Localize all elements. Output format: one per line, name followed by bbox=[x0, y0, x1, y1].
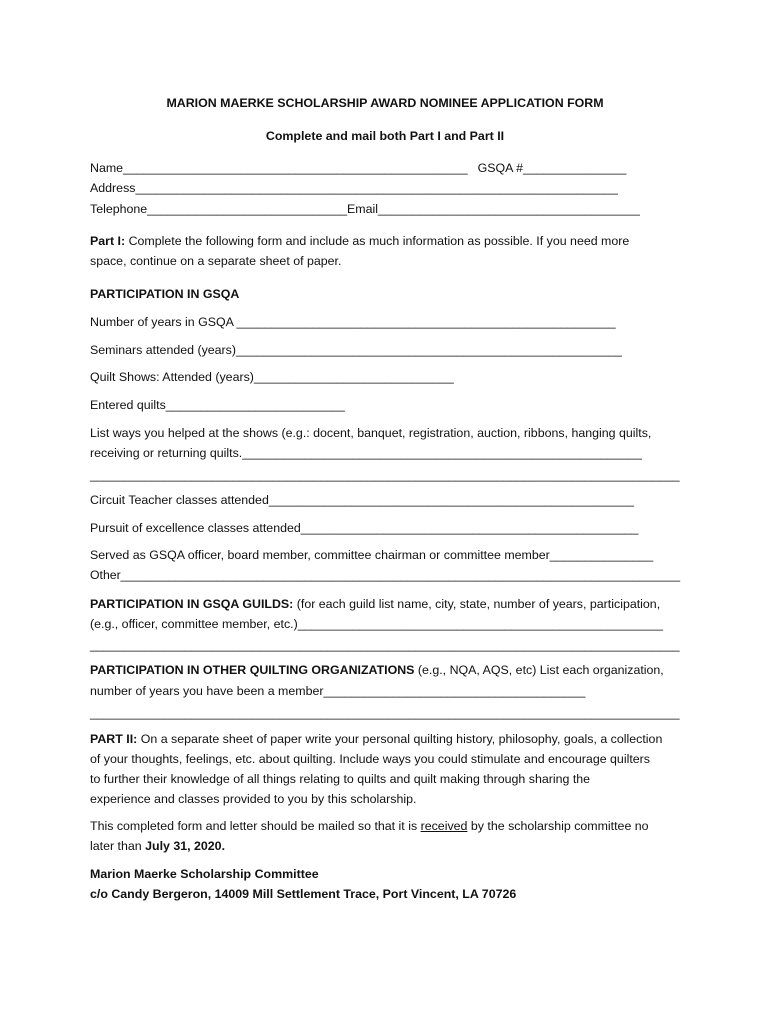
participation-gsqa-heading: PARTICIPATION IN GSQA bbox=[90, 287, 240, 301]
mailing-deadline-line1: This completed form and letter should be mailed so that it is received by the scholarship committee no bbox=[90, 819, 649, 833]
address-field[interactable]: Address______________________________________________________________________ bbox=[90, 181, 618, 195]
pursuit-of-excellence-field[interactable]: Pursuit of excellence classes attended_________________________________________________ bbox=[90, 521, 639, 535]
part1-instructions-line2: space, continue on a separate sheet of paper. bbox=[90, 254, 342, 268]
telephone-email-line bbox=[90, 201, 640, 217]
circuit-teacher-classes-field[interactable]: Circuit Teacher classes attended_____________________________________________________ bbox=[90, 493, 635, 507]
part1-instructions-line1: Part I: Complete the following form and include as much information as possible. If you need more bbox=[90, 234, 630, 248]
part2-line4: experience and classes provided to you by this scholarship. bbox=[90, 792, 417, 806]
other-orgs-heading: PARTICIPATION IN OTHER QUILTING ORGANIZATIONS bbox=[90, 663, 415, 677]
other-field[interactable]: Other__________________________________________________________________________________ bbox=[90, 568, 681, 582]
name-and-gsqa-line bbox=[90, 160, 626, 176]
officer-member-field[interactable]: Served as GSQA officer, board member, committee chairman or committee member_______________ bbox=[90, 548, 654, 562]
gsqa-number-field[interactable]: GSQA #_______________ bbox=[477, 161, 627, 175]
name-field[interactable]: Name__________________________________________________ bbox=[90, 161, 468, 175]
guilds-heading: PARTICIPATION IN GSQA GUILDS: bbox=[90, 597, 294, 611]
guilds-line1: PARTICIPATION IN GSQA GUILDS: (for each guild list name, city, state, number of years, participation, bbox=[90, 597, 661, 611]
part2-line2: of your thoughts, feelings, etc. about quilting. Include ways you could stimulate and encourage quilters bbox=[90, 752, 650, 766]
deadline-date: July 31, 2020. bbox=[145, 839, 226, 853]
form-subtitle: Complete and mail both Part I and Part II bbox=[265, 129, 505, 143]
helped-at-shows-field[interactable]: receiving or returning quilts.__________________________________________________________ bbox=[90, 446, 642, 460]
other-orgs-continuation[interactable]: _______________________________________________________________________________________ bbox=[90, 706, 680, 720]
helped-at-shows-continuation[interactable]: _______________________________________________________________________________________ bbox=[90, 468, 680, 482]
years-in-gsqa-field[interactable]: Number of years in GSQA _______________________________________________________ bbox=[90, 315, 616, 329]
part2-label: PART II: bbox=[90, 732, 138, 746]
received-emphasis: received bbox=[420, 819, 468, 833]
telephone-field[interactable]: Telephone_____________________________ bbox=[90, 202, 348, 216]
committee-name: Marion Maerke Scholarship Committee bbox=[90, 867, 319, 881]
guilds-field[interactable]: (e.g., officer, committee member, etc.)_____________________________________________________ bbox=[90, 617, 663, 631]
mailing-deadline-line2: later than July 31, 2020. bbox=[90, 839, 226, 853]
seminars-attended-field[interactable]: Seminars attended (years)________________________________________________________ bbox=[90, 343, 622, 357]
email-field[interactable]: Email______________________________________ bbox=[347, 202, 640, 216]
helped-at-shows-line1: List ways you helped at the shows (e.g.: docent, banquet, registration, auction, ribbons, hanging quilts, bbox=[90, 426, 652, 440]
other-orgs-field[interactable]: number of years you have been a member______________________________________ bbox=[90, 684, 586, 698]
part2-line1: PART II: On a separate sheet of paper write your personal quilting history, philosophy, goals, a collection bbox=[90, 732, 663, 746]
guilds-continuation[interactable]: _______________________________________________________________________________________ bbox=[90, 638, 680, 652]
part1-label: Part I: bbox=[90, 234, 126, 248]
part2-line3: to further their knowledge of all things relating to quilts and quilt making through sharing the bbox=[90, 772, 591, 786]
other-orgs-line1: PARTICIPATION IN OTHER QUILTING ORGANIZATIONS (e.g., NQA, AQS, etc) List each organization, bbox=[90, 663, 664, 677]
quilt-shows-attended-field[interactable]: Quilt Shows: Attended (years)_____________________________ bbox=[90, 370, 454, 384]
entered-quilts-field[interactable]: Entered quilts__________________________ bbox=[90, 398, 345, 412]
committee-address: c/o Candy Bergeron, 14009 Mill Settlement Trace, Port Vincent, LA 70726 bbox=[90, 887, 517, 901]
form-title: MARION MAERKE SCHOLARSHIP AWARD NOMINEE APPLICATION FORM bbox=[166, 96, 604, 110]
